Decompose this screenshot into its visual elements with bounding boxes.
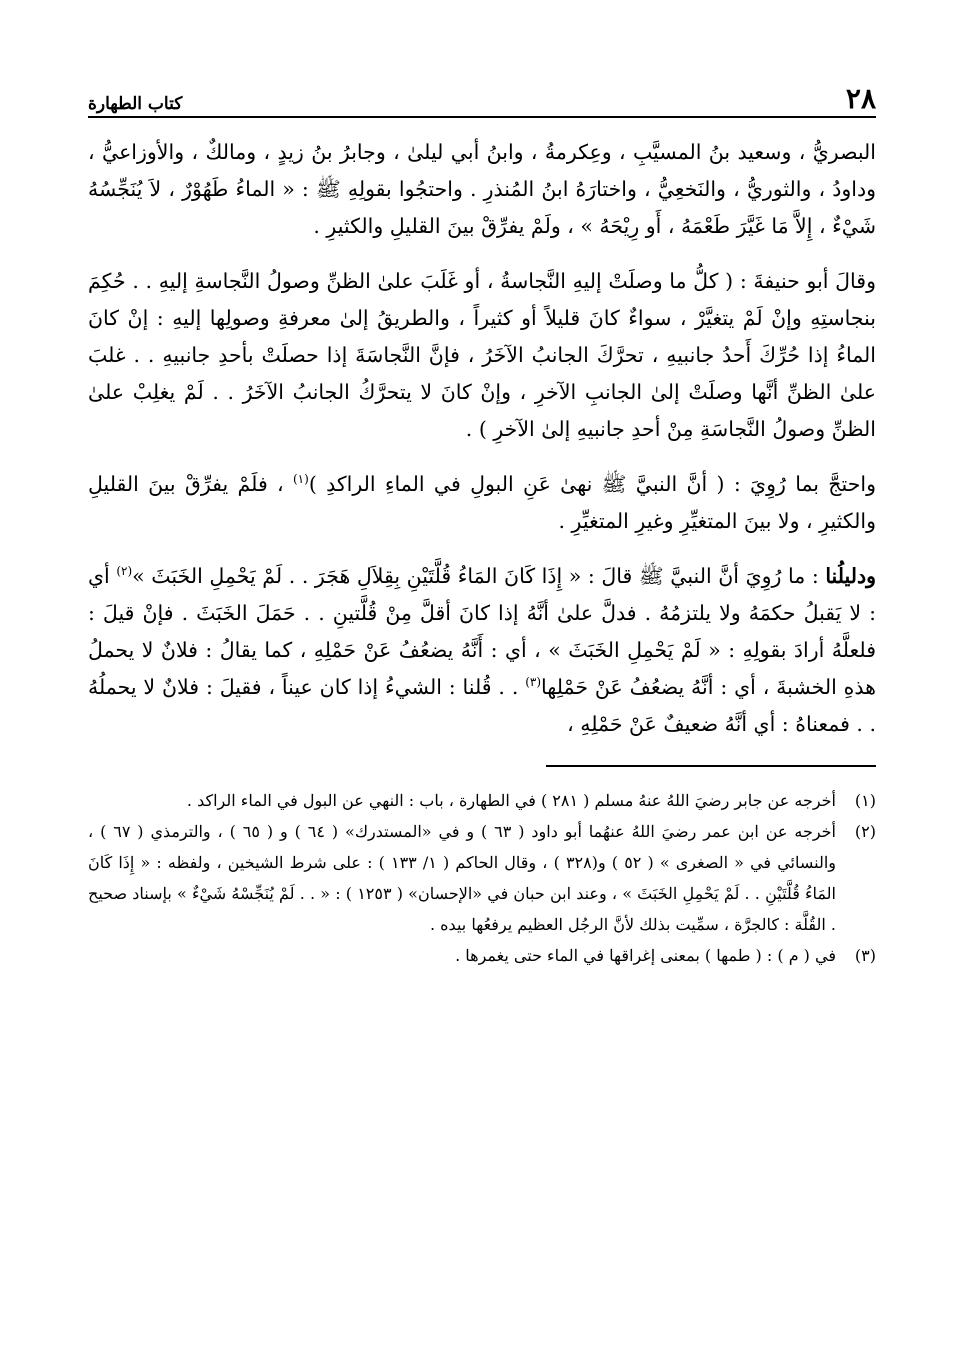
running-title: كتاب الطهارة (88, 94, 183, 114)
footnote-ref-3[interactable]: (٣) (525, 675, 542, 690)
footnote-text: في ( م ) : ( طمها ) بمعنى إغراقها في الماء حتى يغمرها . (455, 946, 836, 965)
footnote-divider (546, 765, 876, 767)
paragraph-3-text: واحتجَّ بما رُوِيَ : ( أنَّ النبيَّ ﷺ نهىٰ عَنِ البولِ في الماءِ الراكدِ ) (308, 472, 876, 496)
footnote-text: أخرجه عن جابر رضيَ اللهُ عنهُ مسلم ( ٢٨١ ) في الطهارة ، باب : النهي عن البول في الماء الراكد . (186, 791, 836, 810)
footnote-3 (88, 940, 876, 971)
footnote-number: (١) (854, 791, 876, 810)
paragraph-1 (88, 134, 876, 245)
paragraph-2 (88, 263, 876, 448)
page-number: ٢٨ (845, 82, 876, 115)
footnote-ref-1[interactable]: (١) (292, 472, 309, 487)
footnote-1 (88, 785, 876, 816)
paragraph-4-tail: أي : لا يَقبلُ حكمَهُ ولا يلتزمُهُ . فدلَّ علىٰ أنَّهُ إذا كانَ أقلَّ مِنْ قُلَّتينِ . . حَمَلَ الخَبَثَ . فإنْ قيلَ : فلعلَّهُ أرادَ بقولِهِ : « لَمْ يَحْمِلِ الخَبَثَ » ، أي : أَنَّهُ يضعُفُ عَنْ حَمْلِهِ ، كما يقالُ : فلانٌ لا يحملُ هذهِ الخشبةَ ، أي : أنَّهُ يضعُفُ عَنْ حَمْلِها (88, 564, 876, 699)
footnote-2 (88, 816, 876, 940)
paragraph-3-tail: ، فلَمْ يفرِّقْ بينَ القليلِ والكثيرِ ، ولا بينَ المتغيِّرِ وغيرِ المتغيِّرِ . (88, 472, 876, 533)
footnote-text: أخرجه عن ابن عمر رضيَ اللهُ عنهُما أبو داود ( ٦٣ ) و في «المستدرك» ( ٦٤ ) و ( ٦٥ ) ، والترمذي ( ٦٧ ) ، والنسائي في « الصغرى » ( ٥٢ ) و(٣٢٨ ) ، وقال الحاكم ( ١/ ١٣٣ ) : على شرط الشيخين ، ولفظه : « إِذَا كَانَ المَاءُ قُلَّتَيْنِ . . لَمْ يَحْمِلِ الخَبَثَ » ، وعند ابن حبان في «الإحسان» ( ١٢٥٣ ) : « . . لَمْ يُنَجِّسْهُ شَيْءٌ » بإسناد صحيح . القُلَّة : كالجرَّة ، سمِّيت بذلك لأنَّ الرجُل العظيم يرفعُها بيده . (88, 822, 837, 934)
paragraph-4-tail-2: . . قُلنا : الشيءُ إذا كان عيناً ، فقيلَ : فلانٌ لا يحملُهُ . . فمعناهُ : أي أنَّهُ ضعيفٌ عَنْ حَمْلِهِ ، (88, 675, 876, 736)
paragraph-2-text: وقالَ أبو حنيفةَ : ( كلُّ ما وصلَتْ إليهِ النَّجاسةُ ، أو غَلَبَ علىٰ الظنِّ وصولُ النَّجاسةِ إليهِ . . حُكِمَ بنجاستِهِ وإنْ لَمْ يتغيَّرْ ، سواءٌ كانَ قليلاً أو كثيراً ، والطريقُ إلىٰ معرفةِ وصولِها إليهِ : إنْ كانَ الماءُ إذا حُرِّكَ أَحدُ جانبيهِ ، تحرَّكَ الجانبُ الآخَرُ ، فإنَّ النَّجاسَةَ إذا حصلَتْ بأحدِ جانبيهِ . . غلبَ علىٰ الظنِّ أنَّها وصلَتْ إلىٰ الجانبِ الآخرِ ، وإنْ كانَ لا يتحرَّكُ الجانبُ الآخَرُ . . لَمْ يغلِبْ علىٰ الظنِّ وصولُ النَّجاسَةِ مِنْ أحدِ جانبيهِ إلىٰ الآخرِ ) . (88, 269, 877, 441)
footnote-number: (٣) (854, 946, 876, 965)
page-header (88, 80, 876, 118)
footnote-ref-2[interactable]: (٢) (116, 564, 133, 579)
paragraph-1-text: البصريُّ ، وسعيد بنُ المسيَّبِ ، وعِكرمةُ ، وابنُ أبي ليلىٰ ، وجابرُ بنُ زيدٍ ، ومالكٌ ، والأوزاعيُّ ، وداودُ ، والثوريُّ ، والنَخعِيُّ ، واختارَهُ ابنُ المُنذرِ . واحتجُوا بقولِهِ ﷺ : « الماءُ طَهُوْرٌ ، لاَ يُنَجِّسُهُ شَيْءٌ ، إِلاَّ مَا غَيَّرَ طَعْمَهُ ، أَو رِيْحَهُ » ، ولَمْ يفرِّقْ بينَ القليلِ والكثيرِ . (88, 140, 876, 238)
paragraph-4-lead: ودليلُنا (825, 564, 876, 588)
footnotes (88, 785, 876, 971)
main-text (88, 134, 876, 743)
paragraph-4-text: : ما رُوِيَ أنَّ النبيَّ ﷺ قالَ : « إِذَا كَانَ المَاءُ قُلَّتَيْنِ بِقِلاَلِ هَجَرَ . . لَمْ يَحْمِلِ الخَبَثَ » (132, 564, 826, 588)
book-page (88, 80, 876, 971)
footnote-number: (٢) (854, 822, 876, 841)
paragraph-3 (88, 466, 876, 540)
paragraph-4 (88, 558, 876, 743)
